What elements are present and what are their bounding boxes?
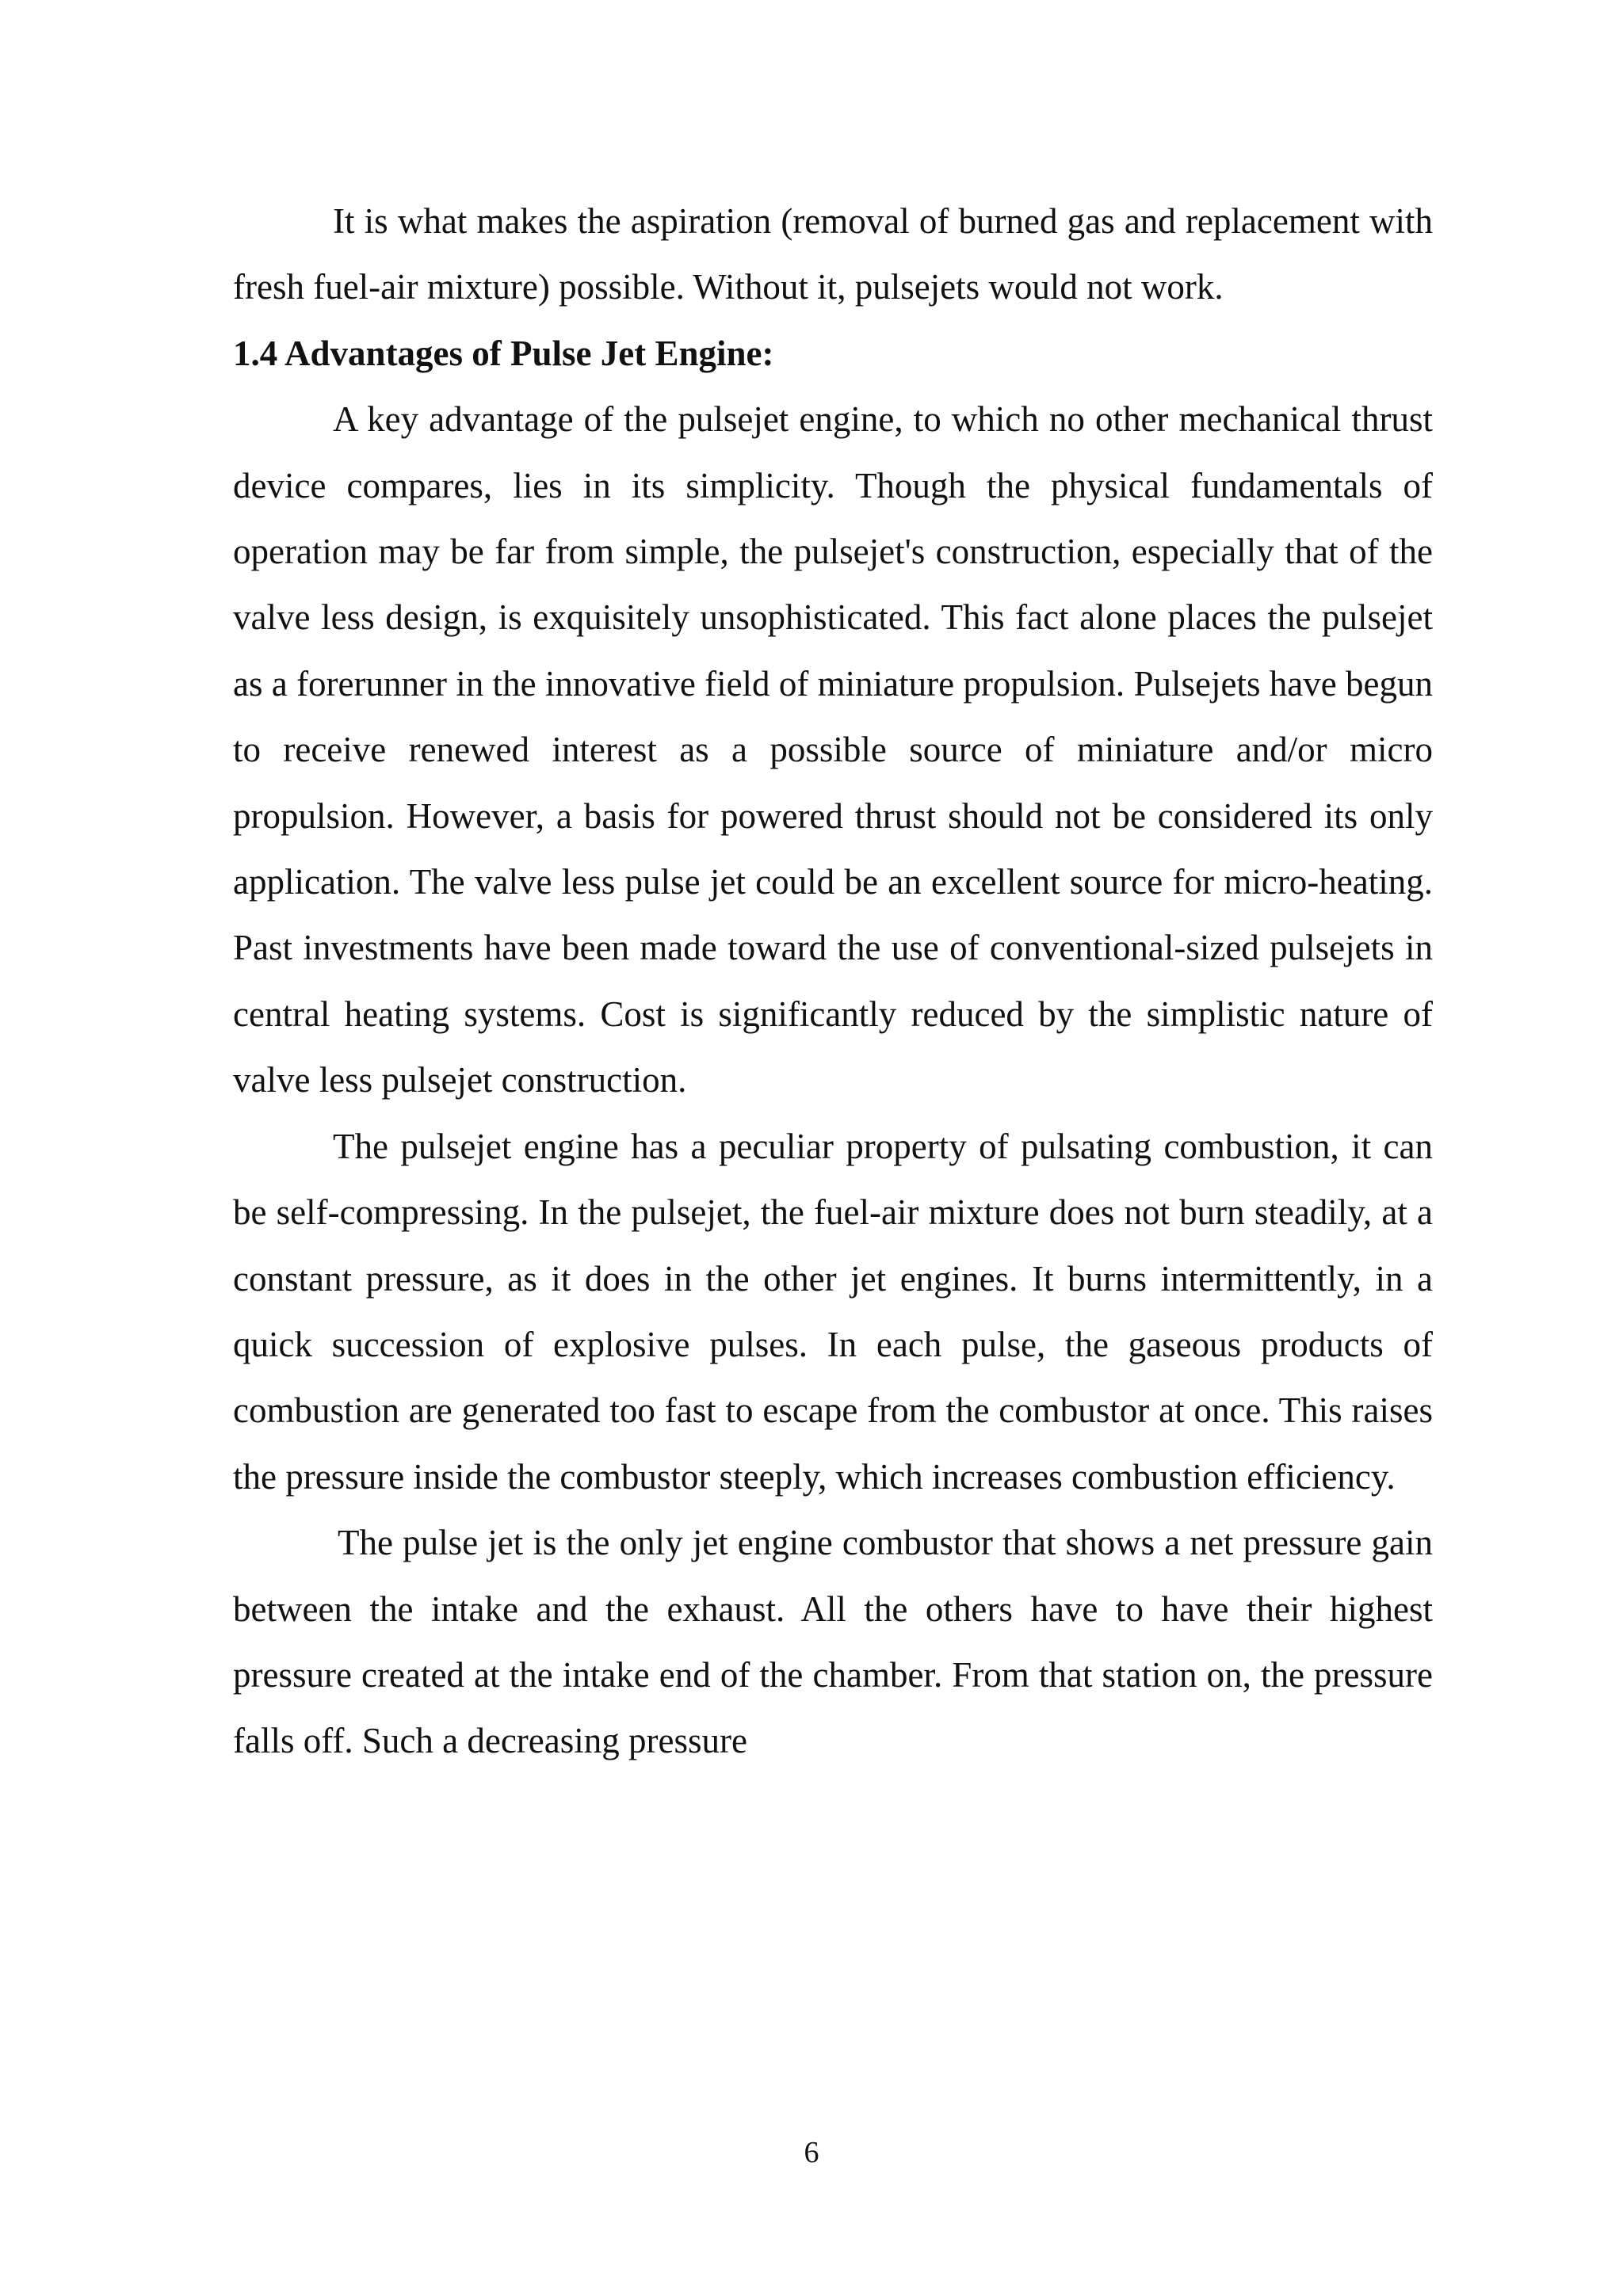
paragraph-self-compressing: The pulsejet engine has a peculiar property of pulsating combustion, it can be self-compressing. In the pulsejet, the fuel-air mixture does not burn steadily, at a constant pressure, as it does in the other jet engines. It burns intermittently, in a quick succession of explosive pulses. In each pulse, the gaseous products of combustion are generated too fast to escape from the combustor at once. This raises the pressure inside the combustor steeply, which increases combustion efficiency. [233, 1126, 1433, 1497]
paragraph-continuation: It is what makes the aspiration (removal of burned gas and replacement with fresh fuel-air mixture) possible. Without it, pulsejets would not work. [233, 201, 1433, 307]
section-heading: 1.4 Advantages of Pulse Jet Engine: [233, 333, 774, 373]
paragraph-advantages-simplicity: A key advantage of the pulsejet engine, to which no other mechanical thrust device compares, lies in its simplicity. Though the physical fundamentals of operation may be far from simple, the pulsejet's construction, especially that of the valve less design, is exquisitely unsophisticated. This fact alone places the pulsejet as a forerunner in the innovative field of miniature propulsion. Pulsejets have begun to receive renewed interest as a possible source of miniature and/or micro propulsion. However, a basis for powered thrust should not be considered its only application. The valve less pulse jet could be an excellent source for micro-heating. Past investments have been made toward the use of conventional-sized pulsejets in central heating systems. Cost is significantly reduced by the simplistic nature of valve less pulsejet construction. [233, 399, 1433, 1100]
page-number: 6 [804, 2136, 819, 2169]
paragraph-pressure-gain: The pulse jet is the only jet engine combustor that shows a net pressure gain between the intake and the exhaust. All the others have to have their highest pressure created at the intake end of the chamber. From that station on, the pressure falls off. Such a decreasing pressure [233, 1523, 1433, 1761]
page-body [233, 189, 1433, 1775]
